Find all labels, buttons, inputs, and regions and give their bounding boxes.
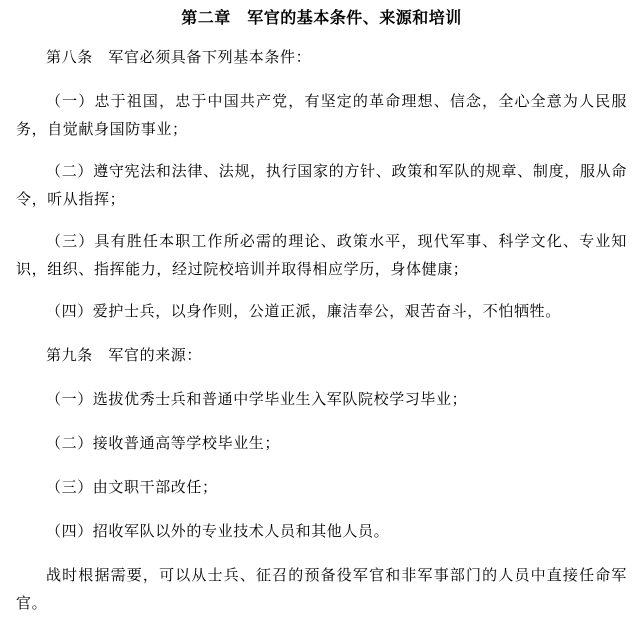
- article-9-clause-1: （一）选拔优秀士兵和普通中学毕业生入军队院校学习毕业；: [46, 390, 468, 408]
- chapter-title: 第二章 军官的基本条件、来源和培训: [181, 8, 462, 27]
- article-9-heading: 第九条 军官的来源：: [46, 346, 203, 364]
- article-9-clause-3: （三）由文职干部改任；: [46, 478, 218, 496]
- article-8-clause-3: （三）具有胜任本职工作所必需的理论、政策水平，现代军事、科学文化、专业知识，组织、指挥能力，经过院校培训并取得相应学历，身体健康；: [16, 232, 627, 278]
- article-8-clause-2: （二）遵守宪法和法律、法规，执行国家的方针、政策和军队的规章、制度，服从命令，听从指挥；: [16, 162, 627, 208]
- article-8-clause-4: （四）爱护士兵，以身作则，公道正派，廉洁奉公，艰苦奋斗，不怕牺牲。: [46, 302, 561, 320]
- article-9-clause-2: （二）接收普通高等学校毕业生；: [46, 434, 281, 452]
- article-8-heading: 第八条 军官必须具备下列基本条件：: [46, 48, 312, 66]
- article-8-clause-1: （一）忠于祖国，忠于中国共产党，有坚定的革命理想、信念，全心全意为人民服务，自觉献身国防事业；: [16, 92, 627, 138]
- article-9-clause-4: （四）招收军队以外的专业技术人员和其他人员。: [46, 522, 390, 540]
- wartime-provision: 战时根据需要，可以从士兵、征召的预备役军官和非军事部门的人员中直接任命军官。: [16, 566, 627, 612]
